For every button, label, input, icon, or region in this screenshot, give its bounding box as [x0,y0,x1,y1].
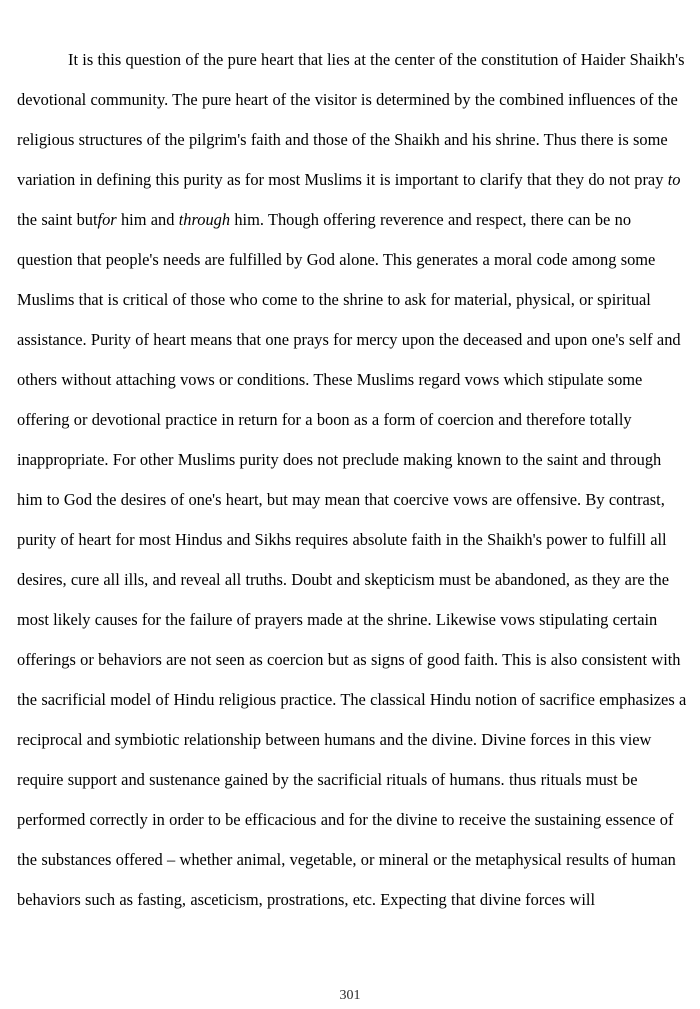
emphasized-word: to [667,170,681,190]
text-run: the saint but [17,210,98,230]
text-run: It is this question of the pure heart that lies at the center of the constitution of Haider Shaikh's devotional community. The pure heart of the visitor is determined by the combined influences of the religious structures of the pilgrim's faith and those of the Shaikh and his shrine. Thus there is some variation in defining this purity as for most Muslims it is important to clarify that they do not pray [17,50,685,190]
page-number: 301 [339,988,361,1003]
emphasized-word: for [97,210,117,230]
emphasized-word: through [178,210,231,230]
body-paragraph [17,40,689,920]
text-run: him and [116,210,179,230]
text-run: him. Though offering reverence and respect, there can be no question that people's needs are fulfilled by God alone. This generates a moral code among some Muslims that is critical of those who come to the shrine to ask for material, physical, or spiritual assistance. Purity of heart means that one prays for mercy upon the deceased and upon one's self and others without attaching vows or conditions. These Muslims regard vows which stipulate some offering or devotional practice in return for a boon as a form of coercion and therefore totally inappropriate. For other Muslims purity does not preclude making known to the saint and through him to God the desires of one's heart, but may mean that coercive vows are offensive. By contrast, purity of heart for most Hindus and Sikhs requires absolute faith in the Shaikh's power to fulfill all desires, cure all ills, and reveal all truths. Doubt and skepticism must be abandoned, as they are the most likely causes for the failure of prayers made at the shrine. Likewise vows stipulating certain offerings or behaviors are not seen as coercion but as signs of good faith. This is also consistent with the sacrificial model of Hindu religious practice. The classical Hindu notion of sacrifice emphasizes a reciprocal and symbiotic relationship between humans and the divine. Divine forces in this view require support and sustenance gained by the sacrificial rituals of humans. thus rituals must be performed correctly in order to be efficacious and for the divine to receive the sustaining essence of the substances offered – whether animal, vegetable, or mineral or the metaphysical results of human behaviors such as fasting, asceticism, prostrations, etc. Expecting that divine forces will [17,210,687,910]
